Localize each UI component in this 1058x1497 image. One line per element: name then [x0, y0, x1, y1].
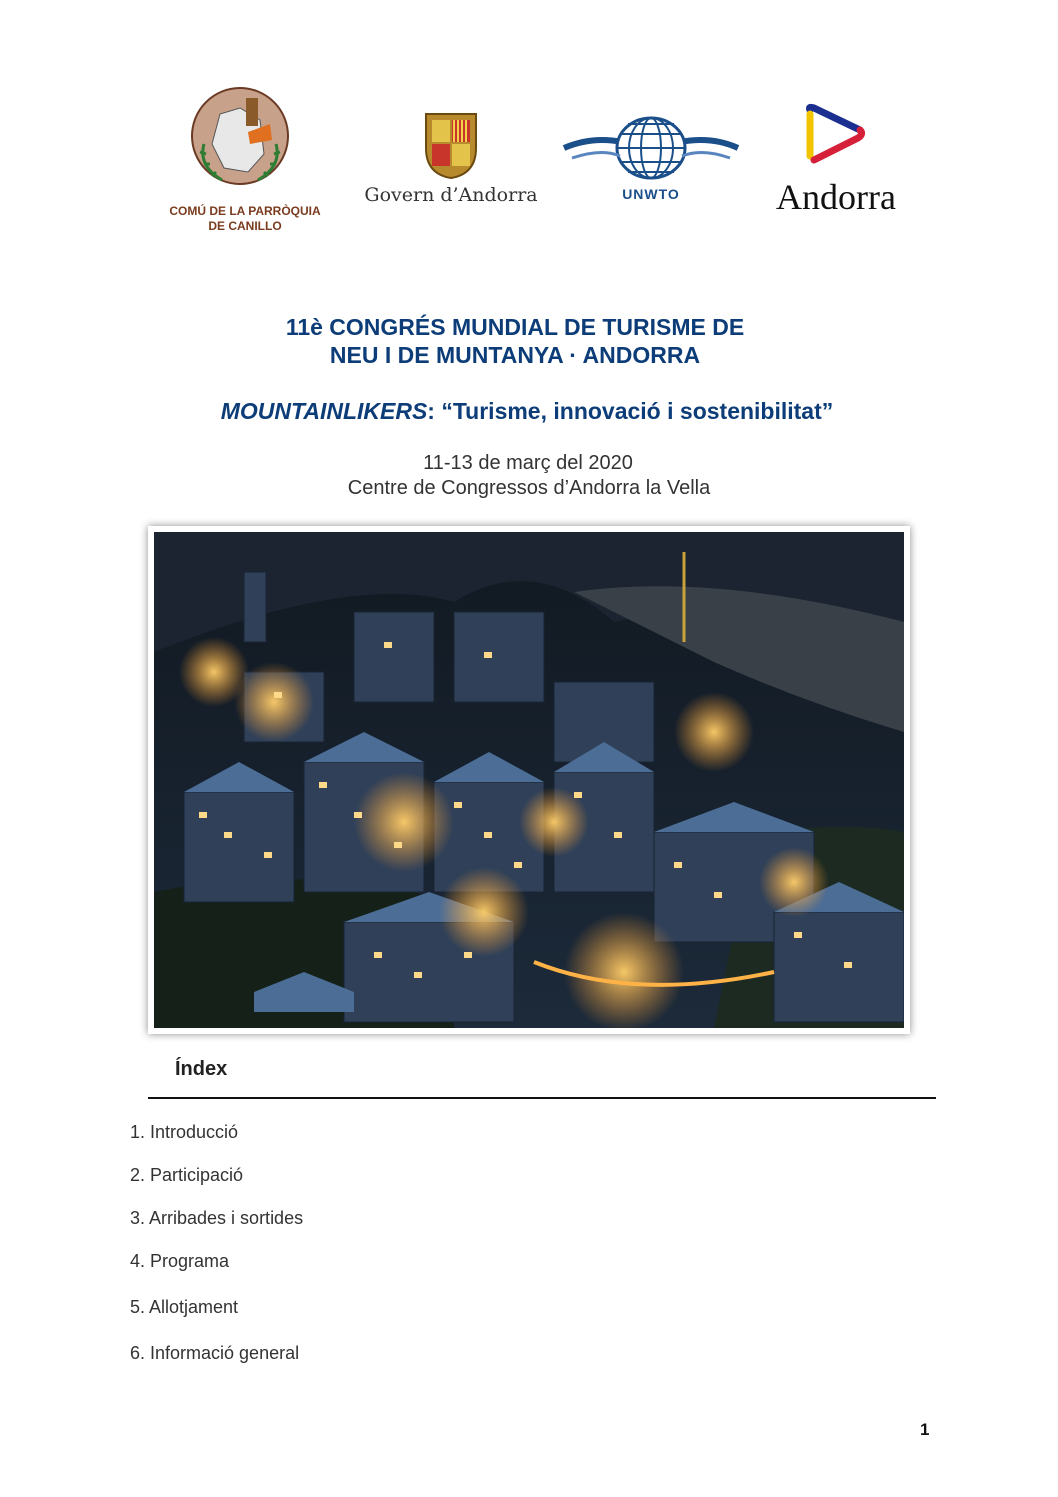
- congress-title-line1: 11è CONGRÉS MUNDIAL DE TURISME DE: [285, 314, 745, 340]
- govern-andorra-logo: [360, 108, 542, 212]
- andorra-label: Andorra: [776, 177, 896, 217]
- night-town-photo: [154, 532, 904, 1028]
- toc-item-participacio[interactable]: 2. Participació: [130, 1165, 244, 1185]
- canillo-logo: [160, 84, 330, 234]
- subtitle-theme: : “Turisme, innovació i sostenibilitat”: [427, 398, 834, 424]
- unwto-logo: [562, 112, 740, 208]
- event-venue: Centre de Congressos d’Andorra la Vella: [347, 477, 711, 499]
- index-divider: [148, 1097, 936, 1099]
- unwto-globe-icon: [562, 112, 740, 184]
- toc-item-informacio-general[interactable]: 6. Informació general: [130, 1343, 300, 1363]
- andorra-triangle-icon: [760, 100, 912, 172]
- subtitle-brand: MOUNTAINLIKERS: [220, 398, 428, 424]
- govern-label: Govern d’Andorra: [364, 184, 538, 206]
- toc-item-allotjament[interactable]: 5. Allotjament: [130, 1297, 239, 1317]
- congress-subtitle: [0, 398, 1056, 425]
- photo-frame: [148, 526, 910, 1034]
- canillo-label-line1: COMÚ DE LA PARRÒQUIA: [169, 204, 321, 218]
- canillo-emblem-icon: [160, 84, 330, 204]
- congress-title-line2: NEU I DE MUNTANYA · ANDORRA: [329, 342, 701, 368]
- unwto-label: UNWTO: [622, 186, 680, 202]
- toc-item-introduccio[interactable]: 1. Introducció: [130, 1122, 239, 1142]
- andorra-brand-logo: [760, 100, 912, 216]
- index-heading: Índex: [175, 1058, 228, 1080]
- event-dates: 11-13 de març del 2020: [423, 452, 633, 474]
- page-number: 1: [920, 1420, 930, 1439]
- toc-item-programa[interactable]: 4. Programa: [130, 1251, 230, 1271]
- andorra-coat-of-arms-icon: [360, 108, 542, 180]
- canillo-label: [160, 204, 330, 234]
- canillo-label-line2: DE CANILLO: [208, 219, 282, 233]
- toc-item-arribades[interactable]: 3. Arribades i sortides: [130, 1208, 304, 1228]
